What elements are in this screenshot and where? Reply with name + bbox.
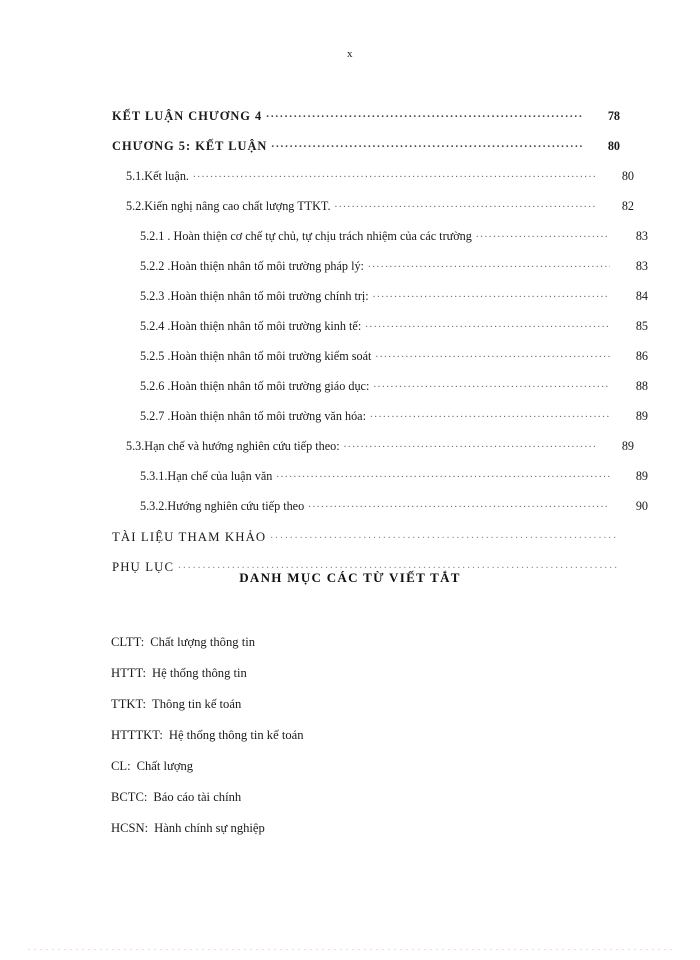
abbreviation-definition: Chất lượng thông tin — [150, 635, 255, 649]
abbreviation-definition: Thông tin kế toán — [152, 697, 242, 711]
toc-entry-label: 5.2.3 .Hoàn thiện nhân tố môi trường chính trị: — [140, 289, 369, 304]
toc-entry-page-number: 80 — [621, 169, 634, 184]
toc-entry[interactable] — [112, 378, 648, 408]
abbreviation-term: CL: — [111, 759, 131, 773]
toc-entry[interactable] — [112, 528, 620, 558]
toc-dot-leader — [368, 258, 610, 270]
toc-entry[interactable] — [112, 468, 648, 498]
toc-entry-label: 5.2.7 .Hoàn thiện nhân tố môi trường văn hóa: — [140, 409, 366, 424]
toc-dot-leader — [308, 498, 610, 510]
toc-entry[interactable] — [112, 258, 648, 288]
toc-entry-page-number: 88 — [635, 379, 648, 394]
abbreviation-definition: Hành chính sự nghiệp — [154, 821, 265, 835]
abbreviation-term: CLTT: — [111, 635, 145, 649]
toc-entry[interactable] — [112, 318, 648, 348]
toc-entry[interactable] — [112, 228, 648, 258]
toc-entry[interactable] — [112, 288, 648, 318]
abbreviation-row — [111, 760, 571, 791]
toc-entry-label: 5.2.2 .Hoàn thiện nhân tố môi trường pháp lý: — [140, 259, 364, 274]
toc-entry-label: 5.1.Kết luận. — [126, 169, 189, 184]
toc-entry[interactable] — [112, 438, 634, 468]
toc-entry-label: 5.2.4 .Hoàn thiện nhân tố môi trường kinh tế: — [140, 319, 362, 334]
abbreviation-row — [111, 822, 571, 853]
abbreviation-row — [111, 636, 571, 667]
toc-entry-page-number: 89 — [635, 469, 648, 484]
toc-dot-leader — [178, 558, 618, 571]
toc-entry-label: 5.2.1 . Hoàn thiện cơ chế tự chủ, tự chịu trách nhiệm của các trường — [140, 229, 472, 244]
toc-entry-page-number: 82 — [621, 199, 634, 214]
toc-entry-label: 5.2.5 .Hoàn thiện nhân tố môi trường kiểm soát — [140, 349, 372, 364]
abbreviation-definition: Báo cáo tài chính — [153, 790, 242, 804]
toc-dot-leader — [335, 198, 596, 210]
toc-entry-label: 5.2.6 .Hoàn thiện nhân tố môi trường giáo dục: — [140, 379, 370, 394]
toc-entry-page-number: 83 — [635, 259, 648, 274]
abbreviation-definition: Hệ thống thông tin kế toán — [168, 728, 304, 742]
abbreviation-term: HCSN: — [111, 821, 149, 835]
toc-entry[interactable] — [112, 498, 648, 528]
toc-entry-page-number: 85 — [635, 319, 648, 334]
toc-entry-label: KẾT LUẬN CHƯƠNG 4 — [112, 109, 263, 124]
toc-entry[interactable] — [112, 198, 634, 228]
toc-entry[interactable] — [112, 408, 648, 438]
toc-dot-leader — [365, 318, 610, 330]
toc-dot-leader — [370, 408, 610, 420]
toc-entry-page-number: 89 — [635, 409, 648, 424]
toc-dot-leader — [193, 168, 596, 180]
abbreviations-heading: DANH MỤC CÁC TỪ VIẾT TẮT — [239, 570, 461, 585]
toc-dot-leader — [276, 468, 610, 480]
toc-entry-page-number: 84 — [635, 289, 648, 304]
toc-entry[interactable] — [112, 108, 620, 138]
toc-entry[interactable] — [112, 138, 620, 168]
toc-entry-label: TÀI LIỆU THAM KHẢO — [112, 529, 267, 544]
toc-entry-page-number: 78 — [607, 109, 620, 124]
toc-dot-leader — [266, 108, 582, 120]
abbreviation-row — [111, 667, 571, 698]
abbreviation-term: BCTC: — [111, 790, 148, 804]
abbreviation-term: HTTTKT: — [111, 728, 163, 742]
toc-entry-page-number: 83 — [635, 229, 648, 244]
toc-entry-label: CHƯƠNG 5: KẾT LUẬN — [112, 139, 268, 154]
toc-dot-leader — [373, 378, 610, 390]
abbreviation-term: HTTT: — [111, 666, 147, 680]
toc-entry-label: 5.3.1.Hạn chế của luận văn — [140, 469, 273, 484]
toc-entry[interactable] — [112, 168, 634, 198]
toc-entry-label: 5.3.Hạn chế và hướng nghiên cứu tiếp theo: — [126, 439, 340, 454]
abbreviation-term: TTKT: — [111, 697, 147, 711]
toc-dot-leader — [373, 288, 610, 300]
toc-entry-label: PHỤ LỤC — [112, 559, 175, 574]
toc-entry[interactable] — [112, 348, 648, 378]
toc-entry-page-number: 80 — [607, 139, 620, 154]
toc-dot-leader — [344, 438, 596, 450]
running-head-page-marker: x — [347, 48, 353, 60]
toc-dot-leader — [375, 348, 610, 360]
toc-dot-leader — [270, 528, 618, 541]
toc-entry-page-number: 86 — [635, 349, 648, 364]
abbreviation-row — [111, 729, 571, 760]
toc-dot-leader — [271, 138, 582, 150]
toc-entry-page-number: 90 — [635, 499, 648, 514]
bottom-divider — [28, 949, 672, 950]
abbreviation-definition: Hệ thống thông tin — [152, 666, 247, 680]
toc-entry-page-number: 89 — [621, 439, 634, 454]
abbreviation-row — [111, 791, 571, 822]
toc-entry-label: 5.3.2.Hướng nghiên cứu tiếp theo — [140, 499, 305, 514]
toc-dot-leader — [476, 228, 610, 240]
toc-entry-label: 5.2.Kiến nghị nâng cao chất lượng TTKT. — [126, 199, 331, 214]
abbreviations-list — [111, 636, 571, 853]
abbreviation-row — [111, 698, 571, 729]
abbreviation-definition: Chất lượng — [136, 759, 194, 773]
table-of-contents — [112, 108, 648, 588]
